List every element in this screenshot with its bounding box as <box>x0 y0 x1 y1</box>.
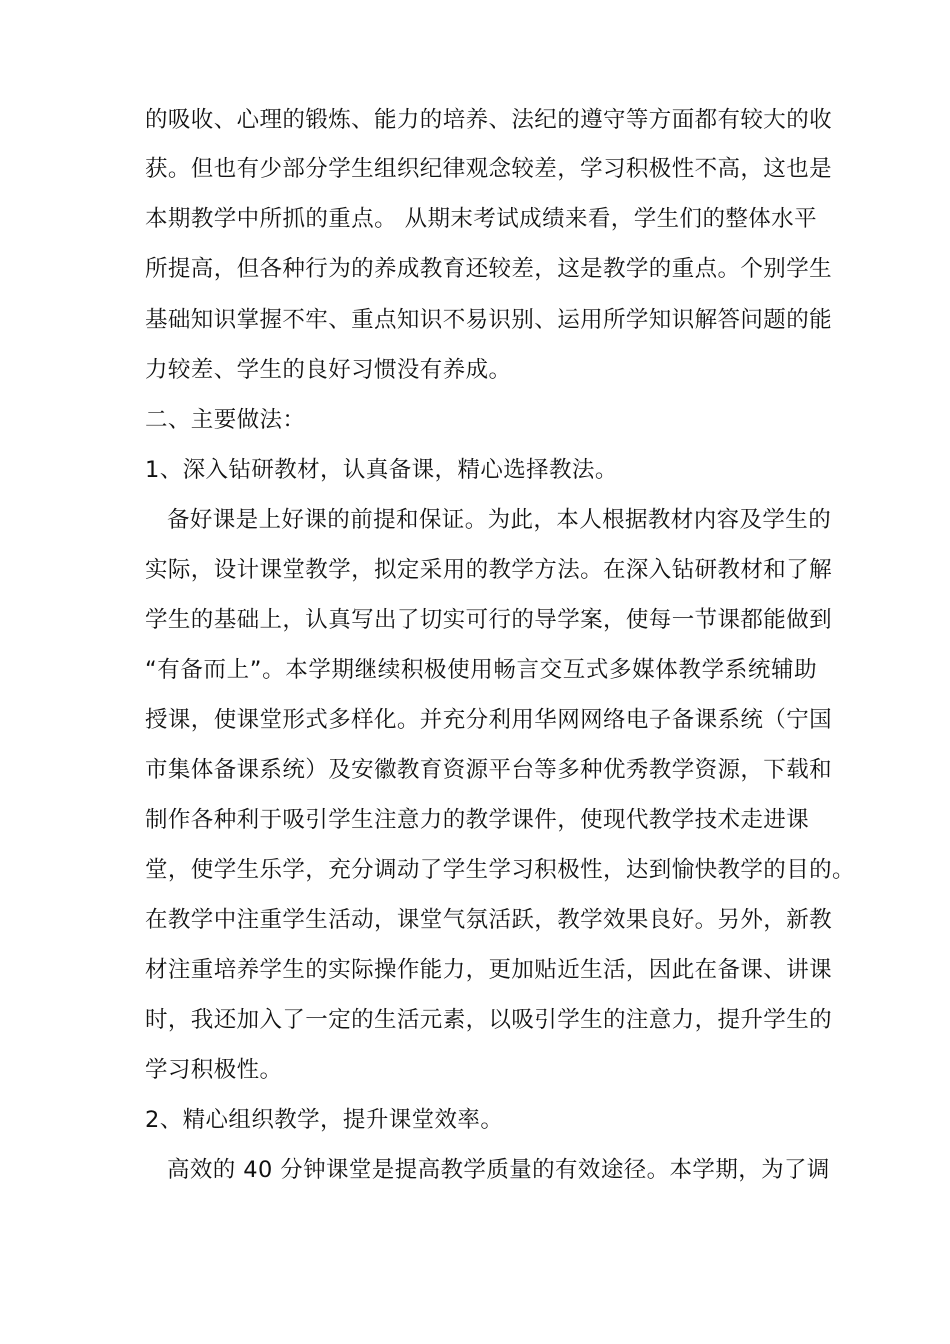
subsection-heading: 1、深入钻研教材，认真备课，精心选择教法。 <box>145 457 618 483</box>
text-line: 授课，使课堂形式多样化。并充分利用华网网络电子备课系统（宁国 <box>145 707 833 733</box>
text-line: 制作各种利于吸引学生注意力的教学课件，使现代教学技术走进课 <box>145 807 810 833</box>
text-line: 获。但也有少部分学生组织纪律观念较差，学习积极性不高，这也是 <box>145 156 833 182</box>
text-line: 市集体备课系统）及安徽教育资源平台等多种优秀教学资源，下载和 <box>145 757 833 783</box>
text-line: 学习积极性。 <box>145 1057 283 1083</box>
text-line: 所提高，但各种行为的养成教育还较差，这是教学的重点。个别学生 <box>145 256 833 282</box>
text-line: 时，我还加入了一定的生活元素，以吸引学生的注意力，提升学生的 <box>145 1007 833 1033</box>
text-line: 的吸收、心理的锻炼、能力的培养、法纪的遵守等方面都有较大的收 <box>145 107 833 133</box>
text-line: 基础知识掌握不牢、重点知识不易识别、运用所学知识解答问题的能 <box>145 307 833 333</box>
text-line: “有备而上”。本学期继续积极使用畅言交互式多媒体教学系统辅助 <box>145 657 817 683</box>
text-line: 在教学中注重学生活动，课堂气氛活跃，教学效果良好。另外，新教 <box>145 907 833 933</box>
section-heading: 二、主要做法： <box>145 407 306 433</box>
text-line: 本期教学中所抓的重点。 从期末考试成绩来看，学生们的整体水平 <box>145 206 817 232</box>
text-line: 实际，设计课堂教学，拟定采用的教学方法。在深入钻研教材和了解 <box>145 557 833 583</box>
subsection-heading: 2、精心组织教学，提升课堂效率。 <box>145 1107 504 1133</box>
text-line: 材注重培养学生的实际操作能力，更加贴近生活，因此在备课、讲课 <box>145 957 833 983</box>
text-line: 备好课是上好课的前提和保证。为此，本人根据教材内容及学生的 <box>167 507 832 533</box>
text-line: 高效的 40 分钟课堂是提高教学质量的有效途径。本学期，为了调 <box>167 1157 830 1183</box>
text-line: 堂，使学生乐学，充分调动了学生学习积极性，达到愉快教学的目的。 <box>145 857 855 883</box>
text-line: 力较差、学生的良好习惯没有养成。 <box>145 357 512 383</box>
text-line: 学生的基础上，认真写出了切实可行的导学案，使每一节课都能做到 <box>145 607 833 633</box>
